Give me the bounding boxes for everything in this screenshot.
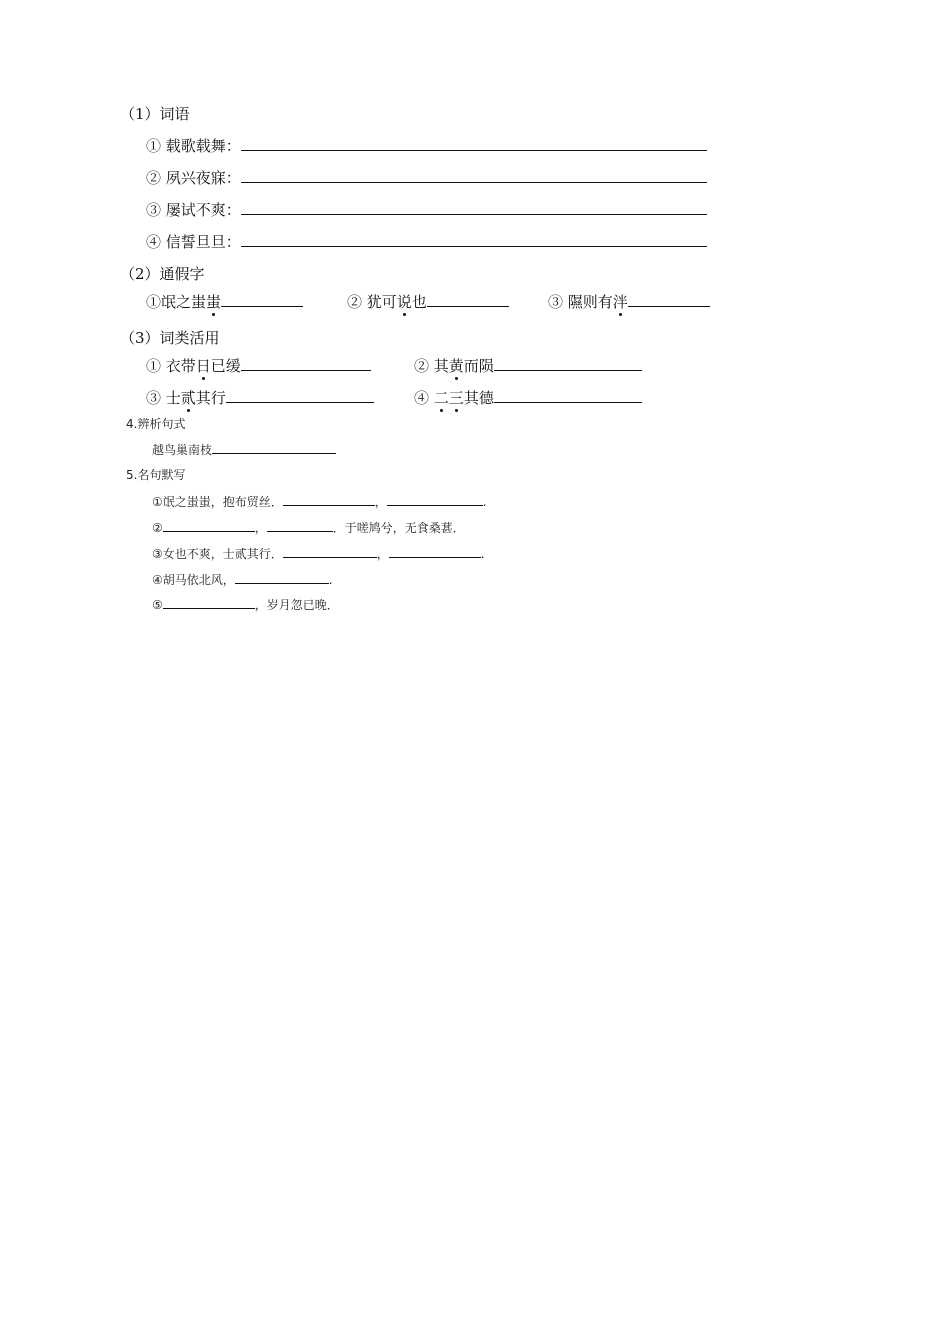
vocab-item-2 bbox=[146, 168, 707, 188]
answer-blank[interactable] bbox=[235, 572, 329, 584]
vocab-item-1 bbox=[146, 136, 707, 156]
answer-blank[interactable] bbox=[241, 168, 707, 183]
dotted-char: 二 bbox=[433, 389, 449, 407]
huoyong-item-1: ① 衣带日已缓 bbox=[146, 356, 371, 376]
recitation-line-4: ④胡马依北风， . bbox=[152, 573, 333, 587]
vocab-item-4 bbox=[146, 232, 707, 252]
recitation-line-5: ⑤ ，岁月忽已晚． bbox=[152, 598, 339, 612]
recitation-line-2: ② ， ．于嗟鸠兮，无食桑葚． bbox=[152, 521, 465, 535]
sentence-analysis-item: 越鸟巢南枝 bbox=[152, 440, 336, 460]
recitation-line-1: ①氓之蚩蚩，抱布贸丝． ， . bbox=[152, 495, 487, 509]
answer-blank[interactable] bbox=[427, 292, 509, 307]
dotted-char: 日 bbox=[195, 357, 211, 375]
answer-blank[interactable] bbox=[226, 388, 374, 403]
recitation-line-3: ③女也不爽，士贰其行． ， . bbox=[152, 547, 485, 561]
answer-blank[interactable] bbox=[163, 597, 255, 609]
dotted-char: 黄 bbox=[448, 357, 464, 375]
answer-blank[interactable] bbox=[494, 388, 642, 403]
vocab-item-label: ① 载歌载舞： bbox=[146, 137, 241, 155]
dotted-char: 三 bbox=[448, 389, 464, 407]
tongjiazi-item-3: ③ 隰则有泮 bbox=[548, 292, 710, 312]
section5-heading: 5.名句默写 bbox=[126, 468, 186, 482]
huoyong-item-3: ③ 士贰其行 bbox=[146, 388, 374, 408]
answer-blank[interactable] bbox=[241, 200, 707, 215]
vocab-item-3 bbox=[146, 200, 707, 220]
vocab-item-label: ② 夙兴夜寐： bbox=[146, 169, 241, 187]
dotted-char: 贰 bbox=[180, 389, 196, 407]
answer-blank[interactable] bbox=[628, 292, 710, 307]
huoyong-item-4: ④ 二三其德 bbox=[414, 388, 642, 408]
section4-heading: 4.辨析句式 bbox=[126, 417, 186, 431]
dotted-char: 说 bbox=[396, 293, 412, 311]
answer-blank[interactable] bbox=[241, 232, 707, 247]
answer-blank[interactable] bbox=[283, 494, 375, 506]
vocab-item-label: ④ 信誓旦旦： bbox=[146, 233, 241, 251]
tongjiazi-item-1: ①氓之蚩蚩 bbox=[146, 292, 303, 312]
answer-blank[interactable] bbox=[494, 356, 642, 371]
answer-blank[interactable] bbox=[241, 356, 371, 371]
answer-blank[interactable] bbox=[283, 546, 377, 558]
tongjiazi-item-2: ② 犹可说也 bbox=[347, 292, 509, 312]
dotted-char: 蚩 bbox=[206, 293, 222, 311]
answer-blank[interactable] bbox=[221, 292, 303, 307]
section2-heading: （2）通假字 bbox=[120, 265, 205, 283]
section1-heading: （1）词语 bbox=[120, 105, 190, 123]
answer-blank[interactable] bbox=[212, 442, 336, 454]
vocab-item-label: ③ 屡试不爽： bbox=[146, 201, 241, 219]
answer-blank[interactable] bbox=[163, 520, 255, 532]
answer-blank[interactable] bbox=[387, 494, 483, 506]
dotted-char: 泮 bbox=[612, 293, 628, 311]
answer-blank[interactable] bbox=[267, 520, 333, 532]
answer-blank[interactable] bbox=[241, 136, 707, 151]
huoyong-item-2: ② 其黄而陨 bbox=[414, 356, 642, 376]
section3-heading: （3）词类活用 bbox=[120, 329, 220, 347]
answer-blank[interactable] bbox=[389, 546, 481, 558]
